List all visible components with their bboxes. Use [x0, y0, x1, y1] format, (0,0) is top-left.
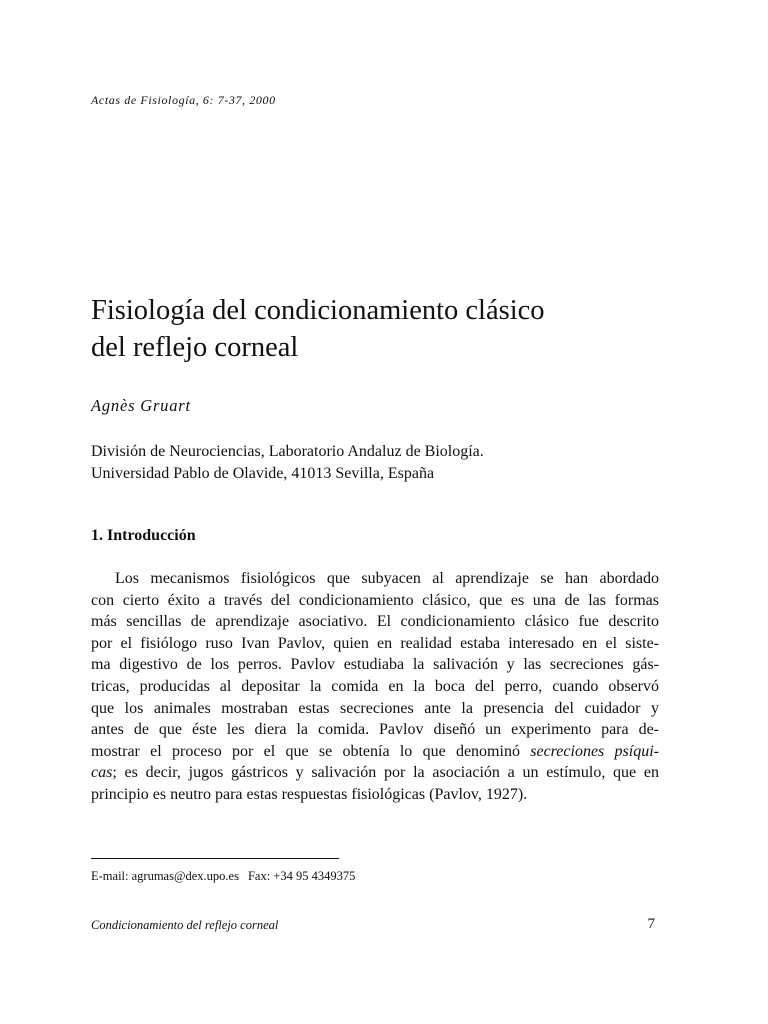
title-line: del reflejo corneal: [91, 332, 299, 363]
affiliation-line: Universidad Pablo de Olavide, 41013 Sevilla, España: [91, 465, 435, 482]
journal-reference: Actas de Fisiología, 6: 7-37, 2000: [91, 93, 276, 107]
fax-text: Fax: +34 95 4349375: [247, 869, 356, 883]
page-number: 7: [647, 916, 655, 932]
section-heading: 1. Introducción: [91, 527, 196, 544]
paragraph-line: antes de que éste les diera la comida. Pavlov diseñó un experimento para de-: [91, 721, 659, 739]
line-text: ; es decir, jugos gástricos y salivación por la asociación a un estímulo, que en: [112, 764, 659, 782]
title-line: Fisiología del condicionamiento clásico: [91, 295, 545, 326]
paragraph-line: Los mecanismos fisiológicos que subyacen al aprendizaje se han abordado: [115, 570, 659, 587]
article-title: [91, 292, 671, 366]
paragraph-line: principio es neutro para estas respuestas fisiológicas (Pavlov, 1927).: [91, 785, 528, 803]
paragraph-line: que los animales mostraban estas secreciones ante la presencia del cuidador y: [91, 699, 659, 717]
running-footer-title: Condicionamiento del reflejo corneal: [91, 918, 279, 932]
paragraph-line: con cierto éxito a través del condicionamiento clásico, que es una de las formas: [91, 591, 659, 609]
italic-term: cas: [91, 764, 113, 782]
email-text: E-mail: agrumas@dex.upo.es: [91, 869, 239, 883]
paragraph-line: [91, 762, 659, 784]
author-affiliation: [91, 441, 484, 485]
paragraph-line: [91, 741, 659, 763]
paragraph-line: más sencillas de aprendizaje asociativo. El condicionamiento clásico fue descrito: [91, 613, 659, 631]
footnote-divider: [91, 858, 339, 859]
contact-footnote: [91, 868, 355, 884]
affiliation-line: División de Neurociencias, Laboratorio Andaluz de Biología.: [91, 443, 484, 460]
paragraph-line: ma digestivo de los perros. Pavlov estudiaba la salivación y las secreciones gás-: [91, 656, 659, 674]
author-name: Agnès Gruart: [91, 396, 191, 415]
introduction-paragraph: [91, 568, 659, 806]
line-text: mostrar el proceso por el que se obtenía lo que denominó: [91, 742, 531, 760]
paragraph-line: tricas, producidas al depositar la comida en la boca del perro, cuando observó: [91, 677, 659, 695]
italic-term: secreciones psíqui-: [530, 742, 660, 760]
paragraph-line: por el fisiólogo ruso Ivan Pavlov, quien en realidad estaba interesado en el siste-: [91, 634, 659, 652]
